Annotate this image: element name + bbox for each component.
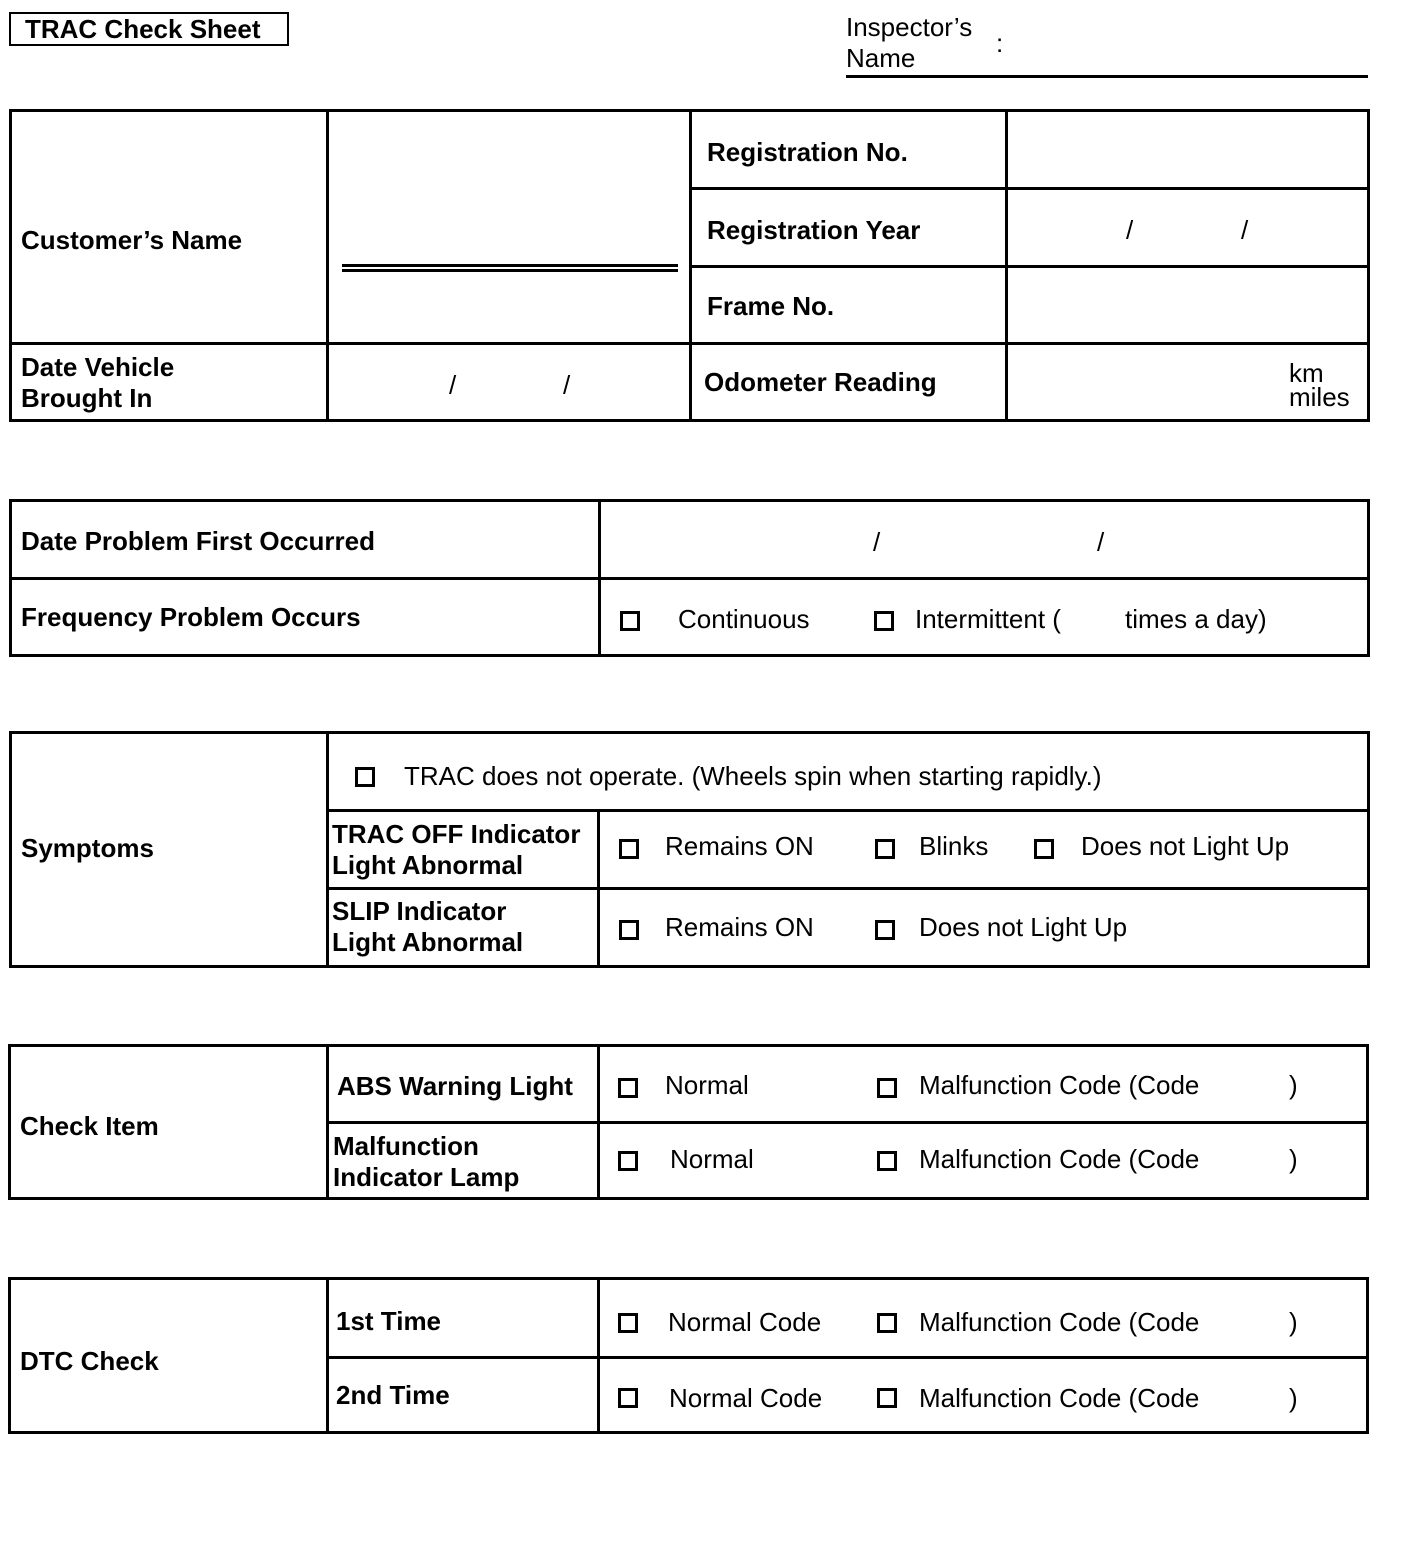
slip-line1: SLIP Indicator bbox=[332, 896, 507, 926]
inspector-name-field[interactable] bbox=[846, 75, 1368, 78]
inspector-name-label bbox=[846, 12, 972, 74]
customer-name-label: Customer’s Name bbox=[21, 225, 243, 255]
first-time-label: 1st Time bbox=[336, 1306, 442, 1336]
dtc-check-label: DTC Check bbox=[20, 1346, 159, 1376]
trac-off-line2: Light Abnormal bbox=[332, 850, 524, 880]
vehicle-info-table bbox=[9, 109, 1370, 422]
dtc-check-table bbox=[8, 1277, 1369, 1434]
date-brought-in-field[interactable] bbox=[329, 345, 689, 419]
abs-close-paren: ) bbox=[1289, 1070, 1298, 1100]
first-normal-code-label: Normal Code bbox=[668, 1307, 822, 1337]
date-separator: / bbox=[1126, 215, 1134, 245]
abs-warning-light-label: ABS Warning Light bbox=[337, 1071, 573, 1101]
slip-remains-on-checkbox[interactable] bbox=[619, 920, 639, 940]
date-brought-in-line1: Date Vehicle bbox=[21, 352, 175, 382]
first-normal-code-checkbox[interactable] bbox=[618, 1313, 638, 1333]
trac-not-operate-label: TRAC does not operate. (Wheels spin when starting rapidly.) bbox=[404, 761, 1102, 791]
abs-malfunction-label: Malfunction Code (Code bbox=[919, 1070, 1200, 1100]
intermittent-checkbox[interactable] bbox=[874, 611, 894, 631]
unit-km: km bbox=[1289, 358, 1324, 388]
mil-line2: Indicator Lamp bbox=[333, 1162, 520, 1192]
trac-off-not-light-up-checkbox[interactable] bbox=[1034, 839, 1054, 859]
inspector-colon: : bbox=[996, 28, 1004, 58]
date-brought-in-label bbox=[21, 352, 174, 414]
inspector-label-line1: Inspector’s bbox=[846, 12, 973, 42]
registration-no-field[interactable] bbox=[1008, 112, 1367, 187]
registration-no-label: Registration No. bbox=[707, 137, 908, 167]
frequency-label: Frequency Problem Occurs bbox=[21, 602, 361, 632]
mil-malfunction-checkbox[interactable] bbox=[877, 1151, 897, 1171]
mil-close-paren: ) bbox=[1289, 1144, 1298, 1174]
slip-not-light-up-label: Does not Light Up bbox=[919, 912, 1128, 942]
abs-normal-label: Normal bbox=[665, 1070, 749, 1100]
first-close-paren: ) bbox=[1289, 1307, 1298, 1337]
check-item-label: Check Item bbox=[20, 1111, 159, 1141]
frame-no-label: Frame No. bbox=[707, 291, 835, 321]
slip-line2: Light Abnormal bbox=[332, 927, 524, 957]
second-close-paren: ) bbox=[1289, 1383, 1298, 1413]
continuous-checkbox[interactable] bbox=[620, 611, 640, 631]
registration-year-field[interactable] bbox=[1008, 190, 1367, 265]
slip-remains-on-label: Remains ON bbox=[665, 912, 814, 942]
check-item-table bbox=[8, 1044, 1369, 1200]
trac-off-indicator-label bbox=[332, 819, 580, 881]
abs-normal-checkbox[interactable] bbox=[618, 1078, 638, 1098]
frame-no-field[interactable] bbox=[1008, 268, 1367, 342]
second-time-label: 2nd Time bbox=[336, 1380, 450, 1410]
trac-off-blinks-label: Blinks bbox=[919, 831, 989, 861]
date-brought-in-line2: Brought In bbox=[21, 383, 153, 413]
date-separator: / bbox=[563, 370, 571, 400]
symptoms-label: Symptoms bbox=[21, 833, 154, 863]
odometer-field[interactable] bbox=[1008, 345, 1367, 419]
date-first-occurred-field[interactable] bbox=[601, 502, 1367, 577]
intermittent-label: Intermittent ( bbox=[915, 604, 1061, 634]
second-malfunction-checkbox[interactable] bbox=[877, 1388, 897, 1408]
slip-not-light-up-checkbox[interactable] bbox=[875, 920, 895, 940]
mil-line1: Malfunction bbox=[333, 1131, 479, 1161]
symptoms-table bbox=[9, 731, 1370, 968]
second-normal-code-label: Normal Code bbox=[669, 1383, 823, 1413]
unit-miles: miles bbox=[1289, 382, 1350, 412]
trac-not-operate-checkbox[interactable] bbox=[355, 767, 375, 787]
continuous-label: Continuous bbox=[678, 604, 810, 634]
trac-off-not-light-up-label: Does not Light Up bbox=[1081, 831, 1290, 861]
mil-label bbox=[333, 1131, 519, 1193]
slip-indicator-label bbox=[332, 896, 523, 958]
first-malfunction-label: Malfunction Code (Code bbox=[919, 1307, 1200, 1337]
registration-year-label: Registration Year bbox=[707, 215, 921, 245]
trac-off-remains-on-label: Remains ON bbox=[665, 831, 814, 861]
date-first-occurred-label: Date Problem First Occurred bbox=[21, 526, 375, 556]
odometer-label: Odometer Reading bbox=[704, 367, 937, 397]
first-malfunction-checkbox[interactable] bbox=[877, 1313, 897, 1333]
abs-malfunction-checkbox[interactable] bbox=[877, 1078, 897, 1098]
trac-off-blinks-checkbox[interactable] bbox=[875, 839, 895, 859]
mil-normal-label: Normal bbox=[670, 1144, 754, 1174]
customer-name-field[interactable] bbox=[342, 264, 678, 272]
sheet-title: TRAC Check Sheet bbox=[9, 12, 289, 46]
trac-off-line1: TRAC OFF Indicator bbox=[332, 819, 581, 849]
mil-malfunction-label: Malfunction Code (Code bbox=[919, 1144, 1200, 1174]
date-separator: / bbox=[873, 527, 881, 557]
inspector-label-line2: Name bbox=[846, 43, 916, 73]
second-malfunction-label: Malfunction Code (Code bbox=[919, 1383, 1200, 1413]
mil-normal-checkbox[interactable] bbox=[618, 1151, 638, 1171]
date-separator: / bbox=[449, 370, 457, 400]
second-normal-code-checkbox[interactable] bbox=[618, 1388, 638, 1408]
date-separator: / bbox=[1241, 215, 1249, 245]
trac-off-remains-on-checkbox[interactable] bbox=[619, 839, 639, 859]
problem-table bbox=[9, 499, 1370, 657]
date-separator: / bbox=[1097, 527, 1105, 557]
times-a-day-label: times a day) bbox=[1125, 604, 1267, 634]
